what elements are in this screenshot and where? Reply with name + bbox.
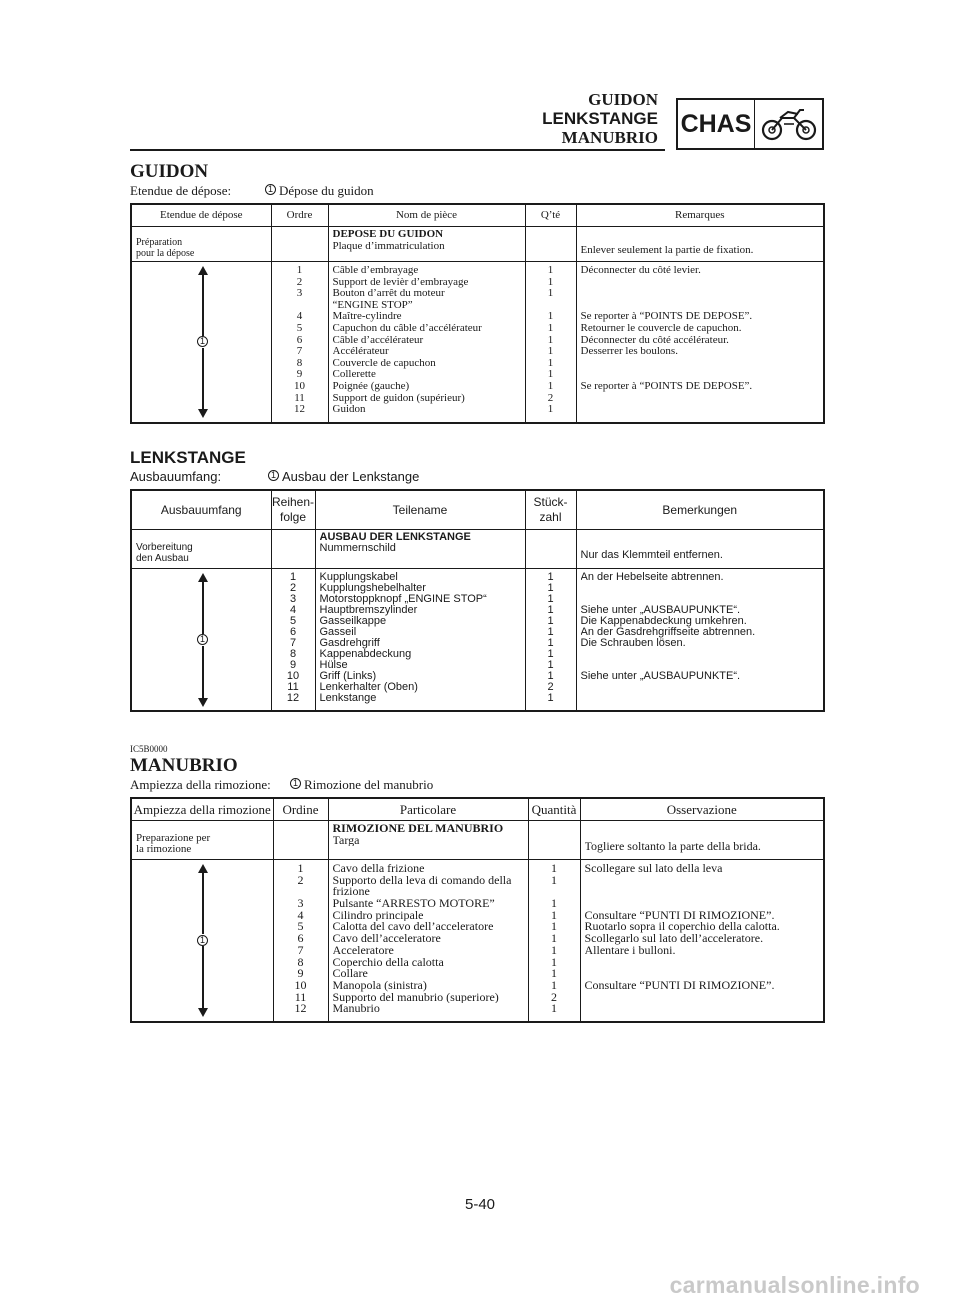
part-qty: 1 [547,594,554,605]
part-qty [529,835,580,847]
callout-number: 1 [268,470,279,481]
removal-scope [130,776,825,793]
part-name: Gasdrehgriff [319,638,380,649]
part-qty: 1 [551,1003,557,1015]
order-cell [271,569,315,711]
removal-range-arrow [132,860,273,1021]
remarks-cell [580,821,823,860]
part-name: Guidon [332,404,366,416]
part-order: 1 [289,572,297,583]
part-remark: Déconnecter du côté levier. [580,265,701,276]
part-remark: Nur das Klemmteil entfernen. [580,550,723,561]
part-name: Poignée (gauche) [332,380,410,392]
part-name: Cavo della frizione [332,863,425,875]
part-name: “ENGINE STOP” [332,299,413,311]
part-order: 9 [289,660,297,671]
chapter-label: CHAS [678,100,755,148]
part-name: Bouton d’arrêt du moteur [332,288,445,300]
qty-cell [525,227,576,262]
column-header: Osservazione [580,799,823,821]
order-cell [271,262,328,422]
part-name: Manopola (sinistra) [332,979,427,992]
column-header: Ordine [273,799,328,821]
part-remark: Consultare “PUNTI DI RIMOZIONE”. [584,909,775,922]
part-name: Nummernschild [319,543,396,554]
part-remark: Siehe unter „AUSBAUPUNKTE“. [580,671,741,682]
part-name: Acceleratore [332,944,394,957]
header-title-de: LENKSTANGE [542,109,658,128]
arrow-callout [197,634,209,646]
part-qty [529,823,580,835]
column-header: Ampiezza della rimozione [132,799,273,821]
motorcycle-icon [755,100,822,148]
preparation-label [132,227,271,262]
callout-number: 1 [265,184,276,195]
part-name: Kupplungskabel [319,572,398,583]
part-remark: Se reporter à “POINTS DE DEPOSE”. [580,311,753,323]
part-order: 5 [289,616,297,627]
order-cell [273,860,328,1021]
column-header: Nom de pièce [328,205,525,227]
part-remark [585,898,824,910]
part-remark [581,583,824,594]
part-remark [585,957,824,969]
part-remark: Se reporter à “POINTS DE DEPOSE”. [580,380,753,392]
part-remark: Die Kappenabdeckung umkehren. [580,616,747,627]
remarks-cell [576,530,823,569]
part-name: Collerette [332,369,376,381]
part-order: 12 [294,404,305,416]
part-qty: 1 [551,944,557,957]
part-remark [581,288,824,300]
part-qty: 2 [547,392,554,404]
column-header: Reihen- folge [271,491,315,530]
part-name: Pulsante “ARRESTO MOTORE” [332,898,495,910]
preparation-label-line: la rimozione [136,843,192,855]
column-header: Quantità [528,799,580,821]
part-remark [581,393,824,405]
part-qty: 1 [547,583,554,594]
arrow-callout [197,934,209,946]
part-order: 2 [296,276,303,288]
part-qty: 1 [547,693,554,704]
part-name: Supporto della leva di comando della [332,874,512,887]
part-qty [529,886,580,898]
part-order: 10 [294,979,307,992]
preparation-label-line: Préparation [136,237,183,248]
part-order [272,300,328,312]
part-remark [581,277,824,289]
part-order [274,886,328,898]
part-qty [526,543,576,554]
part-qty: 1 [547,322,554,334]
part-name-cell [315,569,525,711]
part-remark [585,992,824,1004]
part-order: 7 [296,346,303,358]
part-remark [581,404,824,416]
qty-cell [528,860,580,1021]
part-order: 9 [296,369,303,381]
part-name: Supporto del manubrio (superiore) [332,991,499,1004]
part-remark: Retourner le couvercle de capuchon. [580,322,742,334]
part-remark: Togliere soltanto la parte della brida. [584,841,761,853]
part-order: 6 [296,334,303,346]
part-order: 11 [294,991,307,1004]
part-name-cell [328,821,528,860]
part-name: Capuchon du câble d’accélérateur [332,322,482,334]
order-cell [273,821,328,860]
part-remark [581,660,824,671]
part-name: Cavo dell’acceleratore [332,933,441,945]
remarks-cell [576,227,823,262]
header-title-fr: GUIDON [588,90,658,109]
removal-range-arrow [132,262,271,422]
qty-cell [525,569,576,711]
scope-label: Ausbauumfang: [130,469,222,484]
part-name: Gasseil [319,627,357,638]
part-qty: 1 [551,898,557,910]
section-title: LENKSTANGE [130,448,246,467]
part-qty: 1 [547,369,554,381]
part-name: Couvercle de capuchon [332,357,436,369]
part-remark: Enlever seulement la partie de fixation. [580,245,754,256]
chapter-badge [676,98,824,150]
qty-cell [525,262,576,422]
part-name-cell [328,227,525,262]
part-qty: 1 [547,311,554,323]
part-order: 4 [296,311,303,323]
preparation-label [132,821,273,860]
document-code: IC5B0000 [130,744,168,754]
part-qty: 1 [547,346,554,358]
part-name: Support de levièr d’embrayage [332,276,469,288]
section-manubrio [130,756,825,1023]
part-remark [585,968,824,980]
part-remark: Allentare i bulloni. [584,944,676,957]
part-order: 9 [297,968,304,980]
part-name: Câble d’embrayage [332,265,419,276]
scope-text: Rimozione del manubrio [304,777,434,792]
part-name: Griff (Links) [319,671,377,682]
part-remark [581,233,824,245]
part-remark: Siehe unter „AUSBAUPUNKTE“. [580,605,741,616]
part-qty: 2 [547,682,554,693]
part-qty: 1 [547,605,554,616]
part-qty: 1 [551,968,557,980]
arrow-callout [197,336,209,348]
parts-table [130,797,825,1023]
part-remark [581,649,824,660]
part-remark [581,300,824,312]
part-remark: Desserrer les boulons. [580,346,678,358]
part-qty: 1 [547,616,554,627]
part-remark [581,682,824,693]
part-name: Hauptbremszylinder [319,605,418,616]
part-qty: 1 [547,357,554,369]
part-order: 6 [289,627,297,638]
part-qty: 1 [547,334,554,346]
part-remark: An der Hebelseite abtrennen. [580,572,724,583]
part-name: Calotta del cavo dell’acceleratore [332,921,494,934]
part-qty: 1 [547,404,554,416]
preparation-row [132,530,823,569]
part-qty: 1 [547,660,554,671]
part-order: 6 [297,933,304,945]
part-order: 5 [297,921,304,934]
column-header: Particolare [328,799,528,821]
part-qty: 1 [551,956,557,969]
part-qty: 1 [551,933,557,945]
part-name: Motorstoppknopf „ENGINE STOP“ [319,594,487,605]
preparation-label-line: pour la dépose [136,248,195,259]
part-remark: Scollegare sul lato della leva [584,863,723,875]
part-name: Collare [332,968,368,980]
part-remark: Déconnecter du côté accélérateur. [580,334,729,346]
part-remark [585,875,824,887]
part-order: 12 [294,1003,307,1015]
part-qty: 1 [551,874,557,887]
part-qty: 1 [551,863,557,875]
part-remark: Die Schrauben lösen. [580,638,686,649]
scope-label: Ampiezza della rimozione: [130,777,271,792]
column-header: Etendue de dépose [132,205,271,227]
part-name: Manubrio [332,1003,380,1015]
watermark: carmanualsonline.info [669,1272,920,1298]
callout-number: 1 [197,634,208,645]
part-name: Maître-cylindre [332,311,402,323]
part-order: 7 [289,638,297,649]
scope-label: Etendue de dépose: [130,183,232,198]
order-cell [271,227,328,262]
part-remark: An der Gasdrehgriffseite abtrennen. [580,627,756,638]
part-name: AUSBAU DER LENKSTANGE [319,532,471,543]
part-order: 8 [296,357,303,369]
part-remark [581,693,824,704]
part-order: 10 [286,671,300,682]
part-qty: 1 [547,649,554,660]
preparation-row [132,821,823,860]
header-titles [542,90,658,147]
callout-number: 1 [197,935,208,946]
removal-steps-row [132,569,823,711]
column-header: Stück- zahl [525,491,576,530]
preparation-label-line: Preparazione per [136,832,211,844]
removal-scope [130,468,825,485]
part-name: Gasseilkappe [319,616,387,627]
part-remark [581,594,824,605]
part-name: Hülse [319,660,348,671]
column-header: Bemerkungen [576,491,823,530]
part-remark [585,886,824,898]
section-title: MANUBRIO [130,755,238,776]
part-order: 8 [289,649,297,660]
parts-table [130,203,825,424]
column-header: Ausbauumfang [132,491,271,530]
part-order: 10 [294,380,305,392]
part-order: 1 [296,265,303,276]
callout-number: 1 [197,336,208,347]
removal-steps-row [132,860,823,1021]
remarks-cell [580,860,823,1021]
part-remark [585,829,824,841]
part-qty: 1 [547,380,554,392]
part-order: 1 [297,863,304,875]
part-order: 4 [289,605,297,616]
part-qty [526,532,576,543]
remarks-cell [576,262,823,422]
part-name: Kupplungshebelhalter [319,583,426,594]
part-name-cell [328,860,528,1021]
part-order: 5 [296,322,303,334]
part-name: Coperchio della calotta [332,956,444,969]
part-qty: 1 [547,638,554,649]
section-guidon [130,162,825,424]
part-qty [526,300,576,312]
qty-cell [525,530,576,569]
part-order: 4 [297,909,304,922]
part-name: Lenkerhalter (Oben) [319,682,418,693]
part-name: frizione [332,886,370,899]
part-name: Cilindro principale [332,909,424,922]
part-qty [526,229,576,241]
part-remark: Consultare “PUNTI DI RIMOZIONE”. [584,979,775,992]
section-lenkstange [130,448,825,712]
part-order: 3 [289,594,297,605]
part-qty [526,241,576,253]
part-name: Plaque d’immatriculation [332,240,445,252]
part-qty: 1 [551,909,557,922]
remarks-cell [576,569,823,711]
part-name-cell [328,262,525,422]
preparation-label-line: Vorbereitung [136,542,193,553]
part-order: 12 [286,693,300,704]
part-qty: 1 [547,572,554,583]
part-qty: 1 [547,265,554,276]
part-qty: 1 [551,979,557,992]
part-name: DEPOSE DU GUIDON [332,229,444,240]
part-order: 11 [287,682,299,693]
part-qty: 1 [551,921,557,934]
part-qty: 2 [551,991,557,1004]
page-number: 5-40 [464,1196,496,1213]
removal-scope [130,182,825,199]
section-title: GUIDON [130,161,209,182]
parts-table [130,489,825,712]
column-header: Teilename [315,491,525,530]
preparation-label [132,530,271,569]
part-order: 3 [297,898,304,910]
callout-number: 1 [290,778,301,789]
part-name: Lenkstange [319,693,377,704]
removal-steps-row [132,262,823,422]
column-header: Remarques [576,205,823,227]
part-order: 2 [289,583,297,594]
preparation-row [132,227,823,262]
part-qty: 1 [547,276,554,288]
header-title-it: MANUBRIO [561,128,658,147]
part-order: 3 [296,288,303,300]
part-name: Kappenabdeckung [319,649,412,660]
preparation-label-line: den Ausbau [136,553,189,564]
part-remark: Ruotarlo sopra il coperchio della calotta. [584,921,780,934]
part-remark [585,1003,824,1015]
part-order: 7 [297,944,304,957]
removal-range-arrow [132,569,271,711]
part-qty: 1 [547,627,554,638]
order-cell [271,530,315,569]
part-order: 8 [297,956,304,969]
part-remark [581,369,824,381]
part-remark [581,358,824,370]
qty-cell [528,821,580,860]
part-name: Câble d’accélérateur [332,334,424,346]
scope-text: Ausbau der Lenkstange [282,469,420,484]
part-qty: 1 [547,671,554,682]
scope-text: Dépose du guidon [279,183,374,198]
part-name-cell [315,530,525,569]
part-name: Support de guidon (supérieur) [332,392,465,404]
part-order: 11 [294,392,305,404]
header-rule [130,149,665,151]
column-header: Q’té [525,205,576,227]
part-name: Targa [332,834,360,847]
part-remark: Scollegarlo sul lato dell’acceleratore. [584,933,764,945]
column-header: Ordre [271,205,328,227]
part-remark [581,539,824,550]
part-order: 2 [297,874,304,887]
part-qty: 1 [547,288,554,300]
part-name: Accélérateur [332,346,389,358]
part-name: RIMOZIONE DEL MANUBRIO [332,823,504,835]
